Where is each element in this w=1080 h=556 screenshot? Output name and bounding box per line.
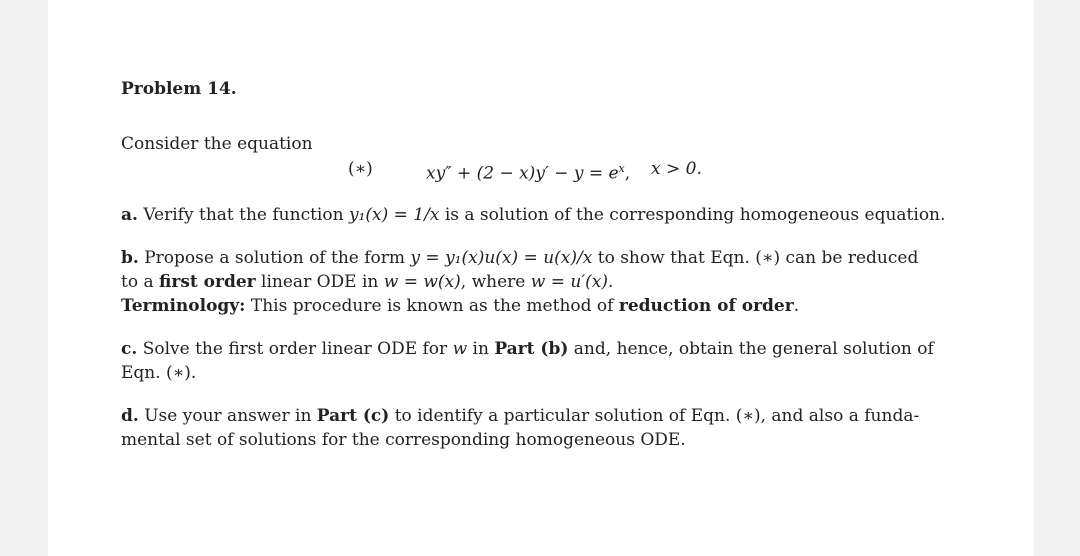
part-a-line — [121, 203, 951, 227]
terminology-bold: reduction of order — [618, 296, 794, 316]
terminology-label: Terminology: — [121, 296, 246, 316]
equation-condition: x > 0. — [651, 159, 702, 179]
equation-row — [121, 157, 951, 184]
part-c-label: c. — [121, 339, 138, 359]
part-b-l2-math-2: w = u′(x) — [530, 272, 609, 292]
part-b-line-1 — [121, 246, 951, 270]
document-page — [48, 0, 1034, 556]
part-d-line-1 — [121, 404, 951, 428]
part-b-line-2 — [121, 270, 951, 294]
part-b-l2-math: w = w(x) — [383, 272, 461, 292]
equation-comma: , — [624, 163, 631, 184]
part-b-l2-end: . — [608, 272, 614, 292]
part-a-text: Verify that the function — [143, 205, 349, 225]
part-b-text-2: to show that Eqn. (∗) can be reduced — [592, 248, 919, 268]
part-b-bold: first order — [159, 272, 256, 292]
part-b-text: Propose a solution of the form — [144, 248, 411, 268]
part-c-math: w — [452, 339, 468, 359]
part-d-bold: Part (c) — [316, 406, 390, 426]
part-a-label: a. — [121, 205, 138, 225]
equation-tag: (∗) — [348, 159, 373, 179]
terminology-end: . — [793, 296, 800, 316]
part-d-text: Use your answer in — [144, 406, 317, 426]
equation-lhs: xy″ + (2 − x)y′ − y = e — [426, 163, 619, 184]
part-b-l2-text-2: linear ODE in — [255, 272, 384, 292]
part-c-text: Solve the first order linear ODE for — [142, 339, 453, 359]
part-a-text-end: is a solution of the corresponding homogeneous equation. — [439, 205, 946, 225]
intro-text: Consider the equation — [121, 134, 313, 154]
equation-body — [426, 157, 630, 186]
part-c — [121, 337, 951, 385]
part-d-label: d. — [121, 406, 139, 426]
part-d — [121, 404, 951, 452]
part-c-text-3: and, hence, obtain the general solution of — [568, 339, 934, 359]
part-c-bold: Part (b) — [494, 339, 569, 359]
part-c-text-2: in — [467, 339, 495, 359]
part-c-line-1 — [121, 337, 951, 361]
problem-title: Problem 14. — [121, 79, 237, 99]
part-b-l2-text: to a — [121, 272, 160, 292]
part-b — [121, 246, 951, 318]
equation-exponent: x — [618, 162, 625, 175]
terminology-text: This procedure is known as the method of — [245, 296, 619, 316]
part-b-math: y = y₁(x)u(x) = u(x)/x — [410, 248, 593, 268]
part-b-label: b. — [121, 248, 139, 268]
problem-content — [121, 77, 951, 452]
part-d-text-2: to identify a particular solution of Eqn. (∗), and also a funda- — [389, 406, 920, 426]
part-a-math: y₁(x) = 1/x — [348, 205, 440, 225]
part-b-l2-text-3: , where — [460, 272, 531, 292]
part-a — [121, 203, 951, 227]
part-d-line-2: mental set of solutions for the corresponding homogeneous ODE. — [121, 430, 686, 450]
terminology-line — [121, 294, 951, 318]
part-c-line-2: Eqn. (∗). — [121, 363, 197, 383]
